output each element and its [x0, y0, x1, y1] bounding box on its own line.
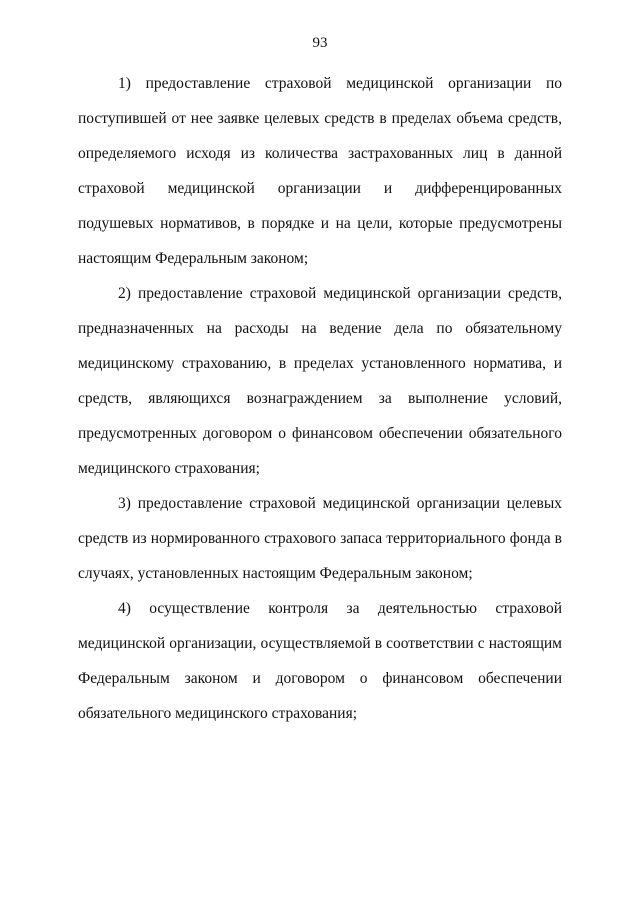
page-number: 93 [312, 35, 328, 51]
clause-3: 3) предоставление страховой медицинской организации целевых средств из нормированного страхового запаса территориального фонда в случаях, установленных настоящим Федеральным законом; [78, 495, 562, 582]
document-body [78, 66, 562, 731]
clause-2: 2) предоставление страховой медицинской организации средств, предназначенных на расходы на ведение дела по обязательному медицинскому страхованию, в пределах установленного норматива, и средств, являющихся вознаграждением за выполнение условий, предусмотренных договором о финансовом обеспечении обязательного медицинского страхования; [78, 285, 562, 477]
clause-1: 1) предоставление страховой медицинской организации по поступившей от нее заявке целевых средств в пределах объема средств, определяемого исходя из количества застрахованных лиц в данной страховой медицинской организации и дифференцированных подушевых нормативов, в порядке и на цели, которые предусмотрены настоящим Федеральным законом; [78, 75, 562, 267]
clause-4: 4) осуществление контроля за деятельностью страховой медицинской организации, осуществляемой в соответствии с настоящим Федеральным законом и договором о финансовом обеспечении обязательного медицинского страхования; [78, 600, 562, 722]
